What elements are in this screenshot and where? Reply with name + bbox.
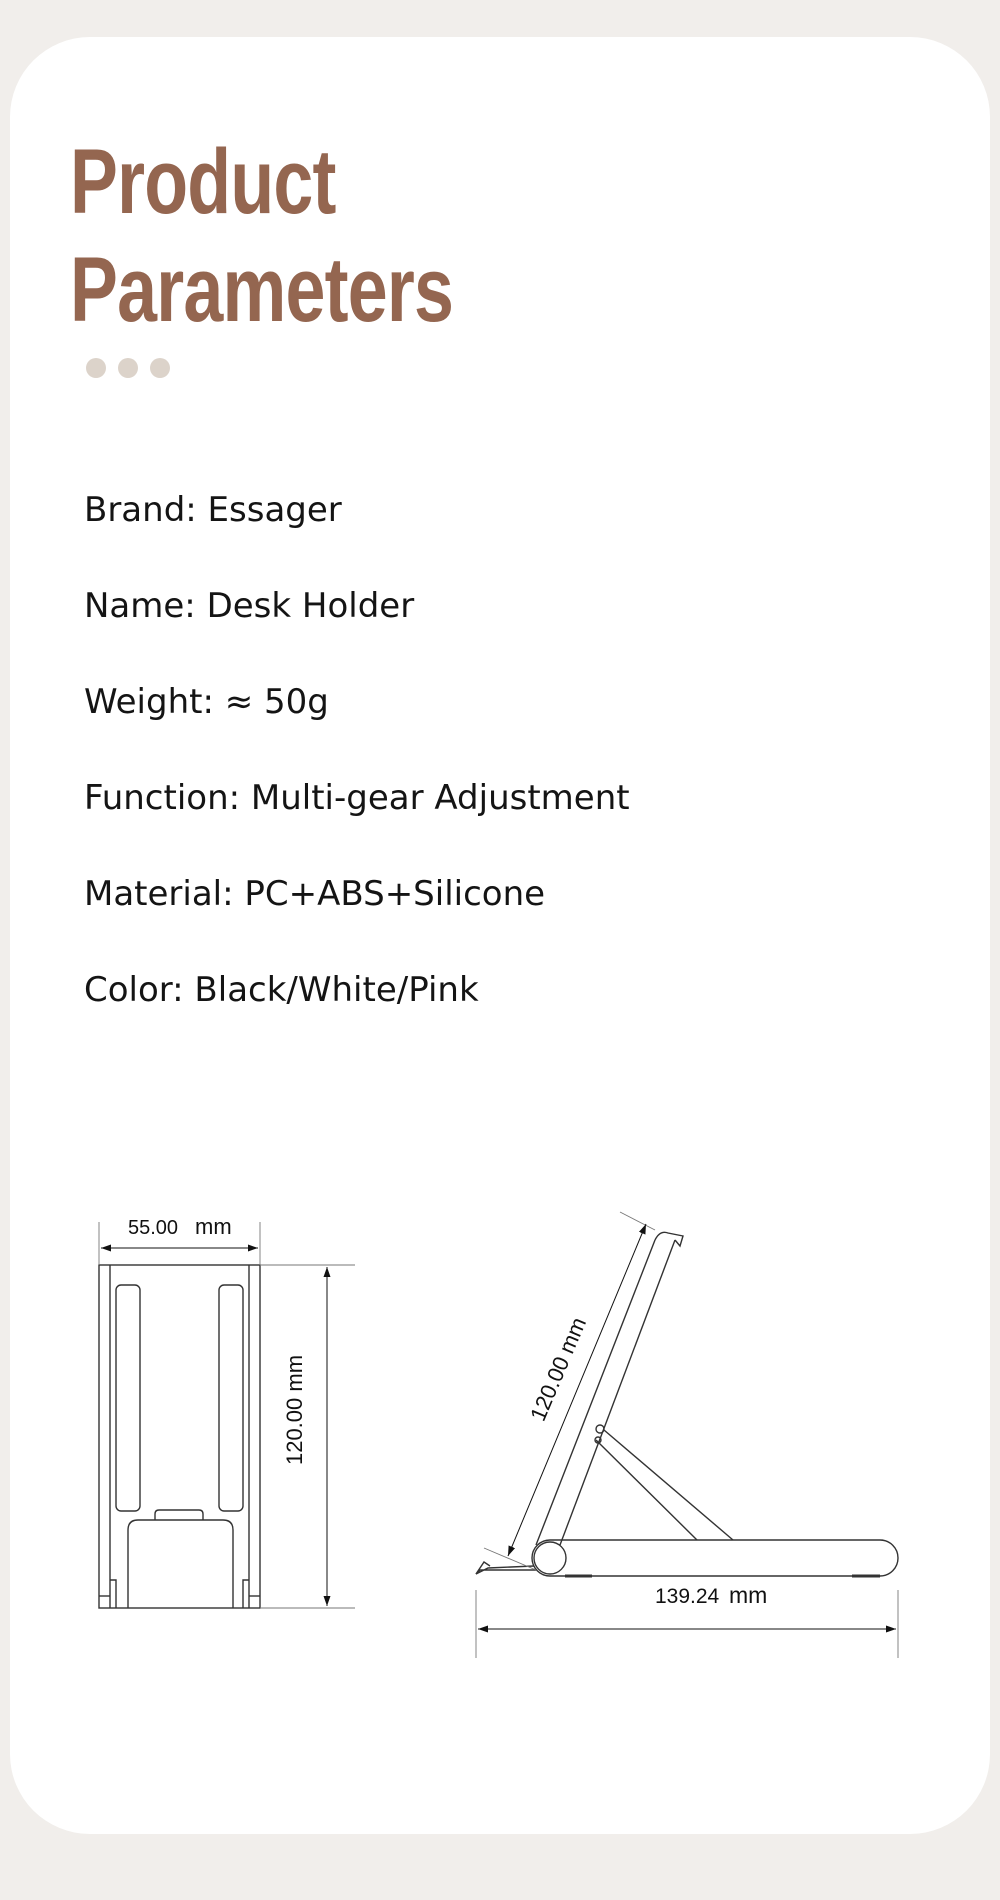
side-base-unit: mm bbox=[729, 1582, 768, 1608]
side-length-label: 120.00 mm bbox=[525, 1313, 592, 1425]
front-width-unit: mm bbox=[195, 1214, 232, 1239]
param-color: Color: Black/White/Pink bbox=[84, 970, 479, 1010]
front-view-dimensions bbox=[99, 1222, 355, 1608]
param-function: Function: Multi-gear Adjustment bbox=[84, 778, 630, 818]
title-line-1: Product bbox=[70, 131, 336, 233]
side-base-value: 139.24 bbox=[655, 1585, 720, 1608]
front-width-value: 55.00 bbox=[128, 1217, 179, 1239]
param-weight: Weight: ≈ 50g bbox=[84, 682, 329, 722]
param-material: Material: PC+ABS+Silicone bbox=[84, 874, 546, 914]
side-length-dimension-line bbox=[508, 1224, 646, 1556]
param-name: Name: Desk Holder bbox=[84, 586, 415, 626]
title-line-2: Parameters bbox=[70, 239, 454, 341]
front-height-label: 120.00 mm bbox=[282, 1354, 307, 1466]
front-view-drawing bbox=[99, 1265, 260, 1608]
param-brand: Brand: Essager bbox=[84, 490, 342, 530]
